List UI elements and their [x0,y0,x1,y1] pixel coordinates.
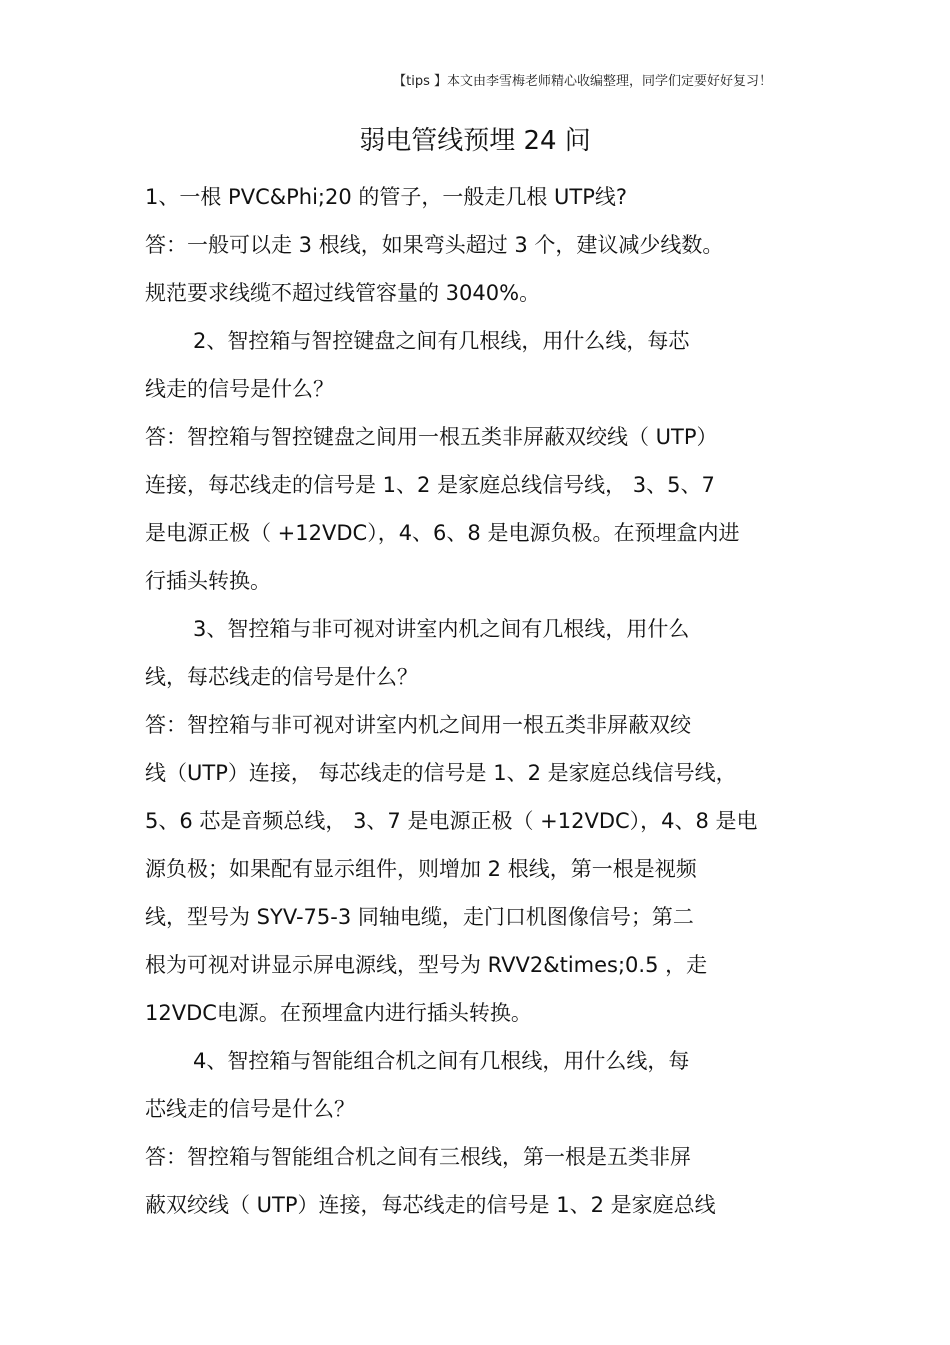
answer-1-line-2: 规范要求线缆不超过线管容量的 3040%。 [145,281,541,305]
question-2-line-1: 2、智控箱与智控键盘之间有几根线，用什么线，每芯 [193,329,690,353]
question-4-line-1: 4、智控箱与智能组合机之间有几根线，用什么线，每 [193,1049,690,1073]
answer-3-line-4: 源负极；如果配有显示组件，则增加 2 根线，第一根是视频 [145,857,697,881]
question-1-line-1: 1、一根 PVC&Phi;20 的管子，一般走几根 UTP线? [145,185,628,209]
answer-1-line-1: 答：一般可以走 3 根线，如果弯头超过 3 个，建议减少线数。 [145,233,724,257]
question-2-line-2: 线走的信号是什么？ [145,377,334,401]
answer-2-line-2: 连接，每芯线走的信号是 1、2 是家庭总线信号线， 3、5、7 [145,473,715,497]
answer-4-line-1: 答：智控箱与智能组合机之间有三根线，第一根是五类非屏 [145,1145,691,1169]
answer-2-line-3: 是电源正极（ +12VDC），4、6、8 是电源负极。在预埋盒内进 [145,521,740,545]
answer-3-line-7: 12VDC电源。在预埋盒内进行插头转换。 [145,1001,532,1025]
answer-3-line-5: 线，型号为 SYV-75-3 同轴电缆，走门口机图像信号；第二 [145,905,694,929]
question-3-line-2: 线，每芯线走的信号是什么？ [145,665,418,689]
answer-4-line-2: 蔽双绞线（ UTP）连接，每芯线走的信号是 1、2 是家庭总线 [145,1193,716,1217]
answer-3-line-2: 线（UTP）连接， 每芯线走的信号是 1、2 是家庭总线信号线， [145,761,737,785]
answer-2-line-4: 行插头转换。 [145,569,271,593]
answer-2-line-1: 答：智控箱与智控键盘之间用一根五类非屏蔽双绞线（ UTP） [145,425,718,449]
answer-3-line-6: 根为可视对讲显示屏电源线，型号为 RVV2&times;0.5 ，走 [145,953,708,977]
document-title: 弱电管线预埋 24 问 [359,126,591,156]
question-4-line-2: 芯线走的信号是什么？ [145,1097,355,1121]
tips-header: 【tips 】本文由李雪梅老师精心收编整理，同学们定要好好复习！ [393,74,772,89]
question-3-line-1: 3、智控箱与非可视对讲室内机之间有几根线，用什么 [193,617,690,641]
answer-3-line-1: 答：智控箱与非可视对讲室内机之间用一根五类非屏蔽双绞 [145,713,691,737]
answer-3-line-3: 5、6 芯是音频总线， 3、7 是电源正极（ +12VDC），4、8 是电 [145,809,758,833]
